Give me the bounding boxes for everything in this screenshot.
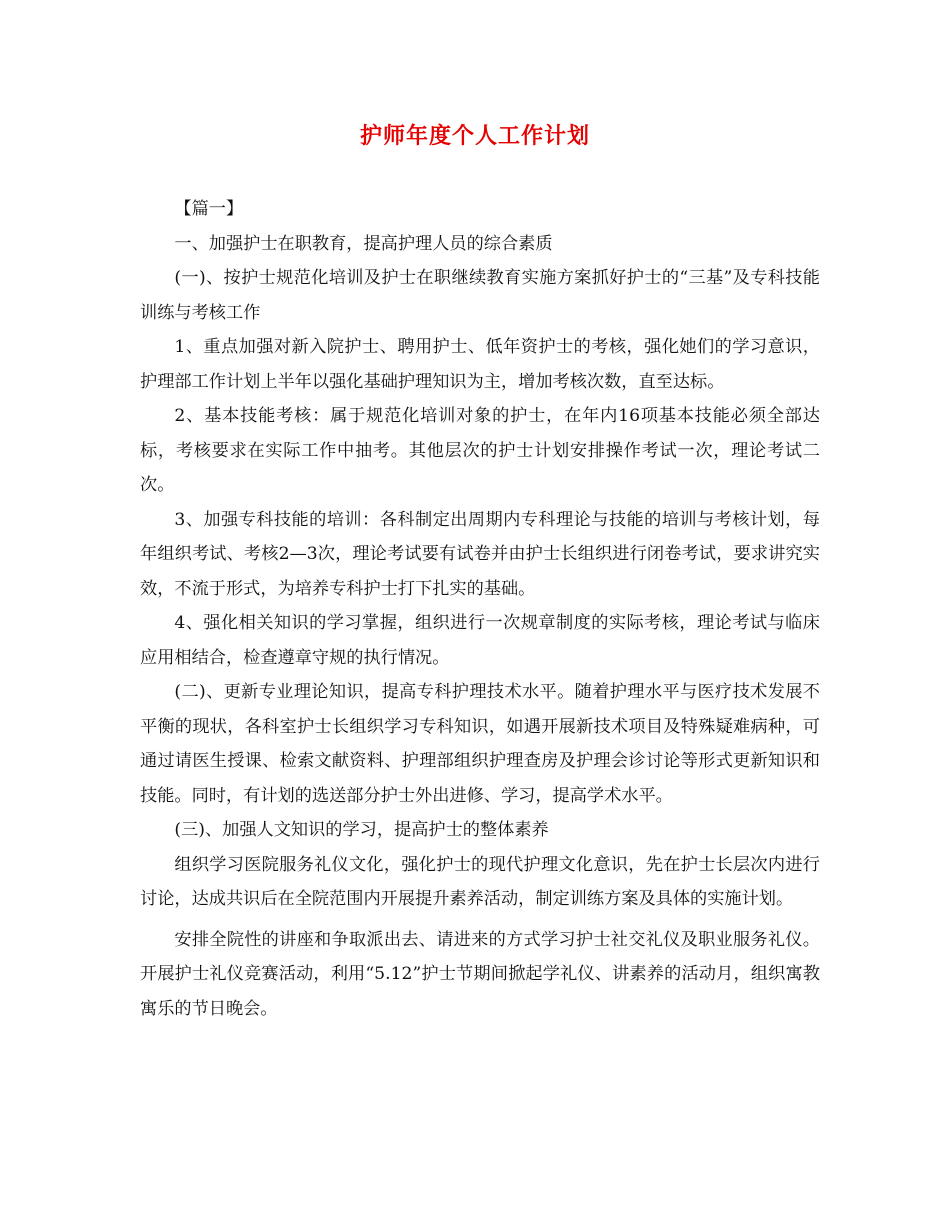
document-title: 护师年度个人工作计划 xyxy=(359,123,590,149)
subheading-1: (一)、按护士规范化培训及护士在职继续教育实施方案抓好护士的“三基”及专科技能训练与考核工作 xyxy=(140,268,820,323)
section-label: 【篇一】 xyxy=(174,199,244,219)
document-body xyxy=(140,192,820,1026)
subheading-2: (二)、更新专业理论知识，提高专科护理技术水平。随着护理水平与医疗技术发展不平衡的现状，各科室护士长组织学习专科知识，如遇开展新技术项目及特殊疑难病种，可通过请医生授课、检索文献资料、护理部组织护理查房及护理会诊讨论等形式更新知识和技能。同时，有计划的选送部分护士外出进修、学习，提高学术水平。 xyxy=(140,682,820,806)
paragraph: 2、基本技能考核：属于规范化培训对象的护士，在年内16项基本技能必须全部达标，考核要求在实际工作中抽考。其他层次的护士计划安排操作考试一次，理论考试二次。 xyxy=(140,406,820,495)
paragraph: 安排全院性的讲座和争取派出去、请进来的方式学习护士社交礼仪及职业服务礼仪。开展护士礼仪竞赛活动，利用“5.12”护士节期间掀起学礼仪、讲素养的活动月，组织寓教寓乐的节日晚会。 xyxy=(140,929,820,1019)
paragraph: 1、重点加强对新入院护士、聘用护士、低年资护士的考核，强化她们的学习意识，护理部工作计划上半年以强化基础护理知识为主，增加考核次数，直至达标。 xyxy=(140,337,820,392)
paragraph: 3、加强专科技能的培训：各科制定出周期内专科理论与技能的培训与考核计划，每年组织考试、考核2—3次，理论考试要有试卷并由护士长组织进行闭卷考试，要求讲究实效，不流于形式，为培养专科护士打下扎实的基础。 xyxy=(140,509,820,599)
paragraph: 组织学习医院服务礼仪文化，强化护士的现代护理文化意识，先在护士长层次内进行讨论，达成共识后在全院范围内开展提升素养活动，制定训练方案及具体的实施计划。 xyxy=(140,854,820,909)
heading-1: 一、加强护士在职教育，提高护理人员的综合素质 xyxy=(174,233,553,254)
paragraph: 4、强化相关知识的学习掌握，组织进行一次规章制度的实际考核，理论考试与临床应用相结合，检查遵章守规的执行情况。 xyxy=(140,613,820,668)
subheading-3: (三)、加强人文知识的学习，提高护士的整体素养 xyxy=(174,820,549,840)
